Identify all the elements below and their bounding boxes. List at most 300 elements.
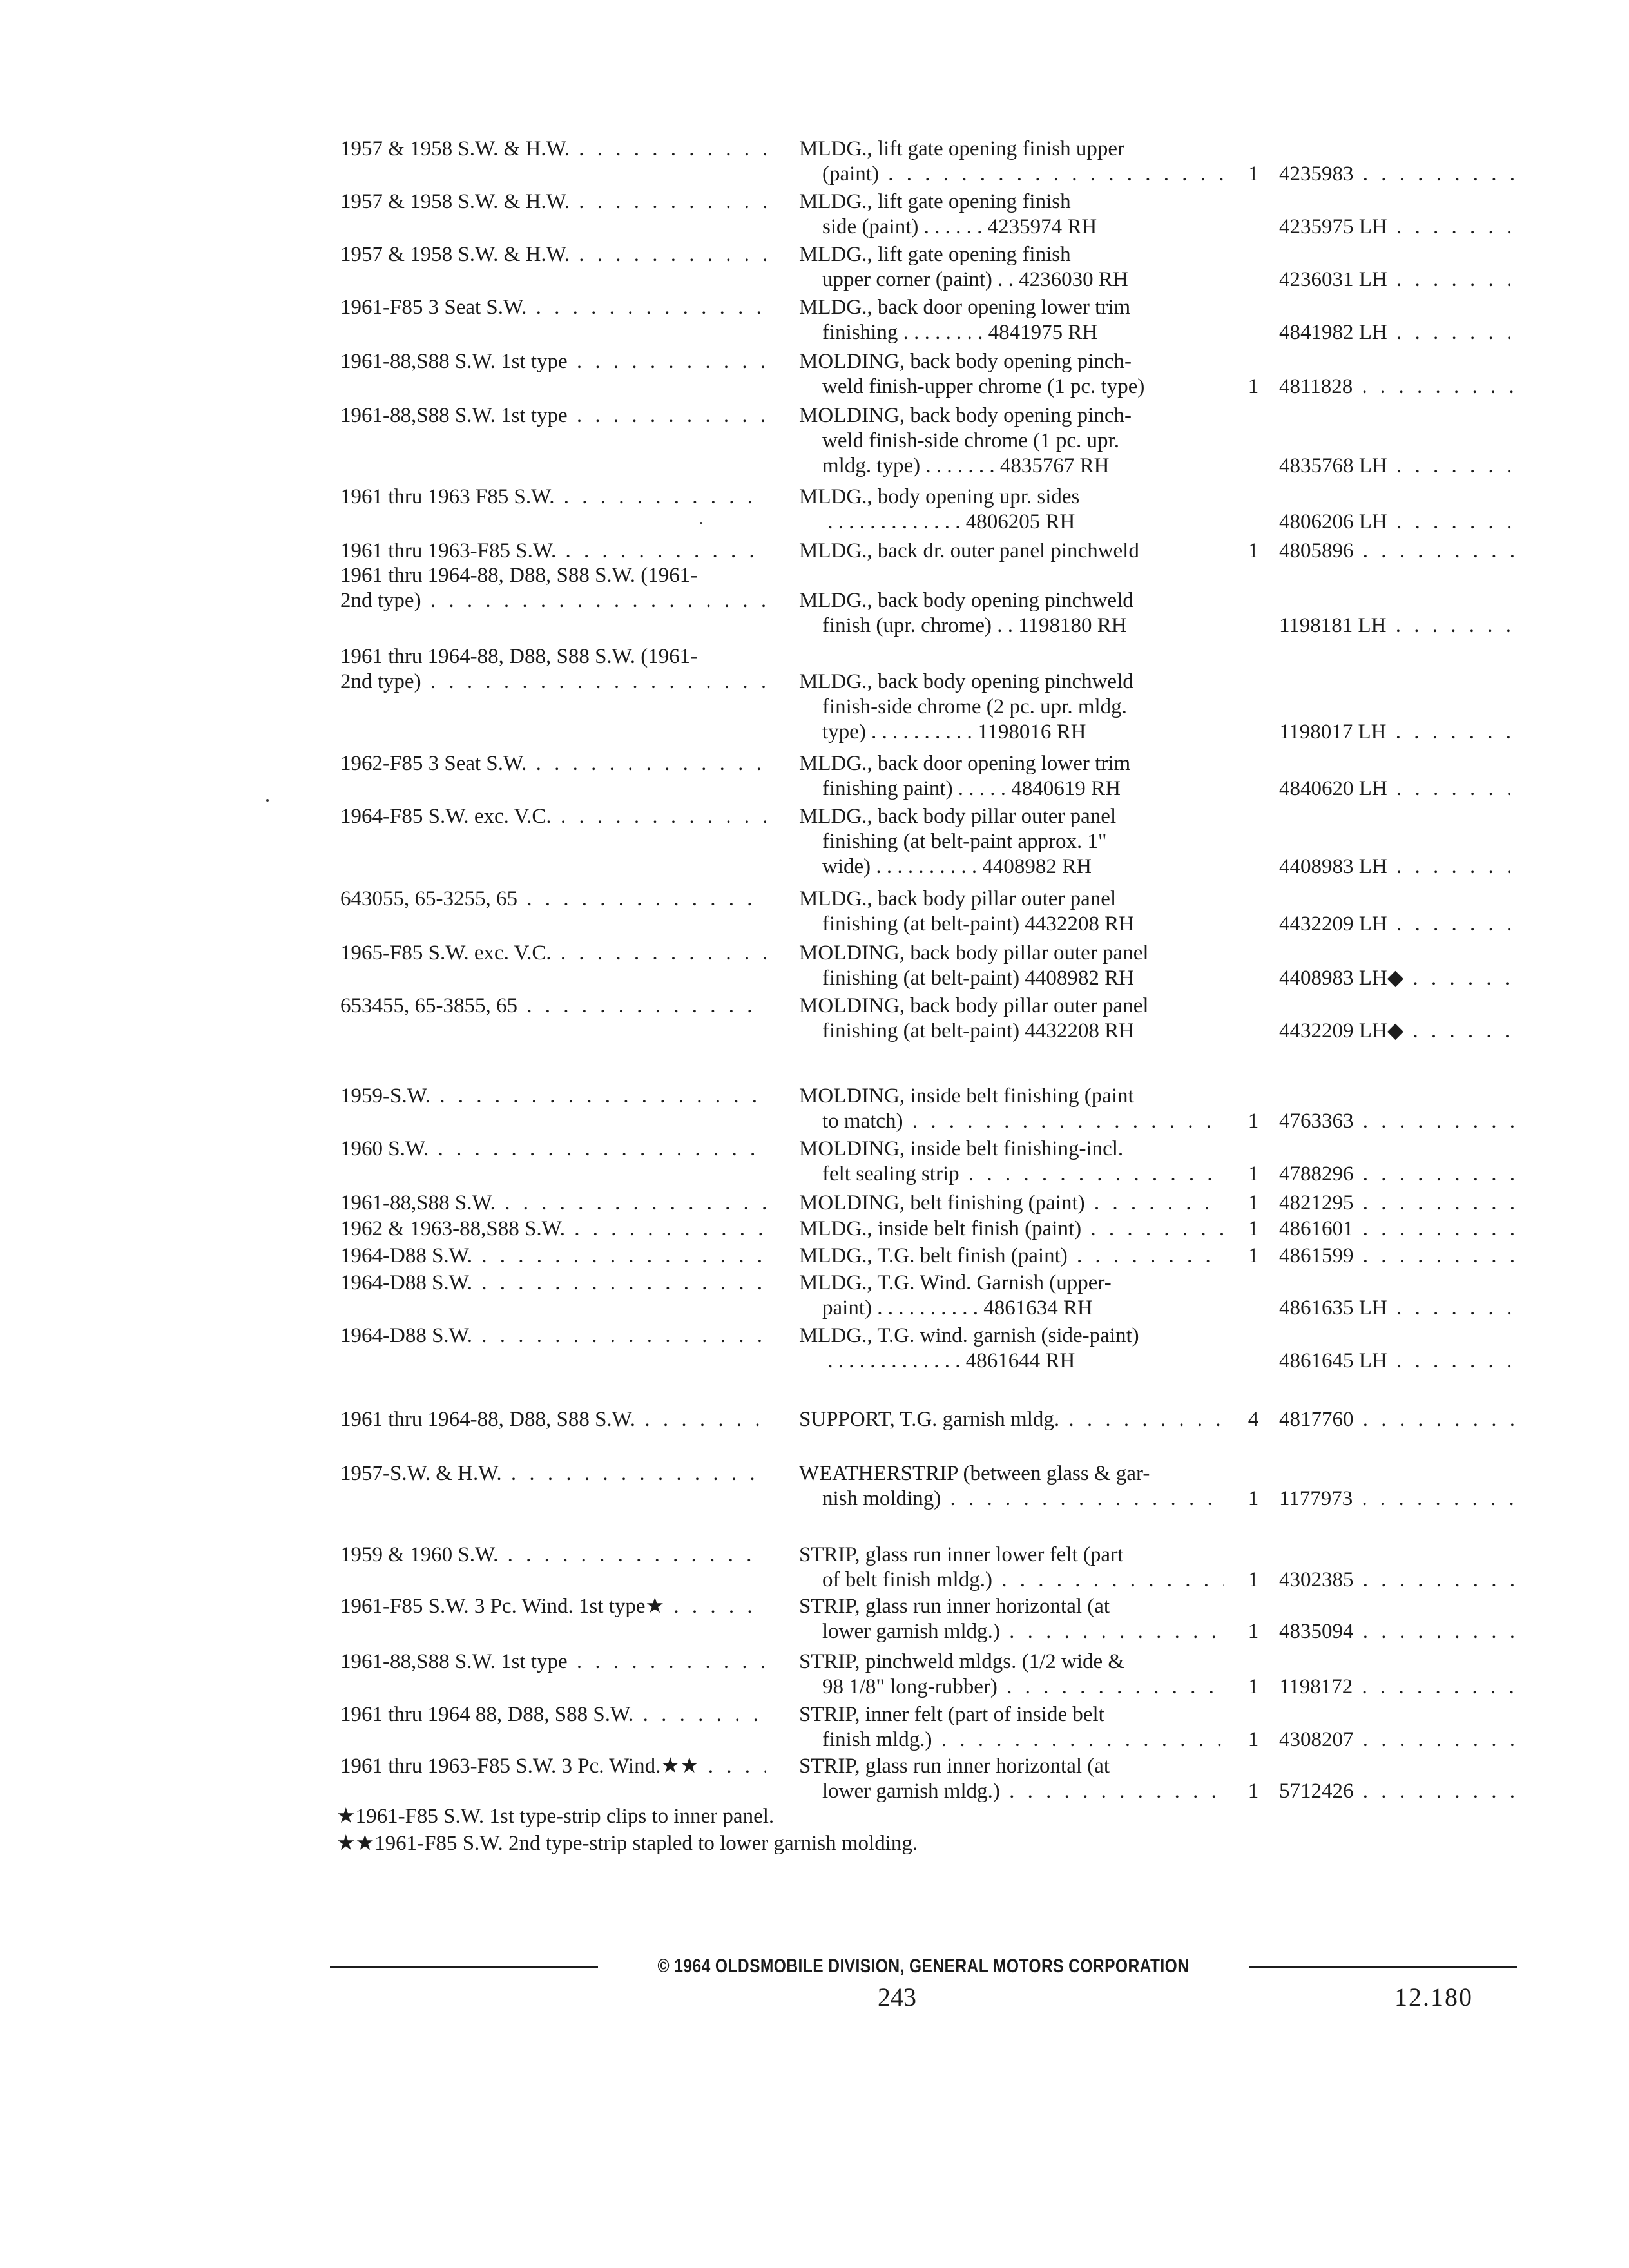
description-text: finish mldg.) (822, 1728, 932, 1751)
quantity-cell: 1 (1248, 1110, 1259, 1133)
dot-leader (941, 1486, 1224, 1512)
application-text: 1961-F85 3 Seat S.W. (340, 296, 527, 319)
application-text: 1964-D88 S.W. (340, 1244, 473, 1267)
dot-leader (1354, 1407, 1525, 1432)
description-text: lower garnish mldg.) (822, 1780, 1000, 1803)
part-number: 4821295 (1279, 1191, 1354, 1215)
application-cell (340, 137, 766, 162)
dot-leader (554, 485, 766, 510)
dot-leader (421, 669, 766, 695)
application-line (340, 563, 766, 588)
part-number-cell (1279, 1349, 1524, 1374)
description-line (799, 644, 1224, 669)
description-line (799, 1675, 1224, 1700)
description-text: finishing (at belt-paint approx. 1" (822, 830, 1107, 853)
section-number: 12.180 (1394, 1983, 1473, 2012)
description-line (799, 994, 1224, 1019)
part-number-cell (1279, 510, 1524, 535)
dot-leader (1354, 1162, 1525, 1187)
copyright-notice: © 1964 OLDSMOBILE DIVISION, GENERAL MOTORS CORPORATION (657, 1956, 1190, 1977)
dot-leader (556, 539, 766, 564)
part-number: 1177973 (1279, 1487, 1353, 1510)
quantity-cell: 1 (1248, 1675, 1259, 1698)
application-line (340, 1271, 766, 1296)
description-cell (799, 804, 1224, 879)
description-text: paint) . . . . . . . . . . 4861634 RH (822, 1296, 1093, 1320)
application-cell (340, 751, 766, 776)
description-text: MLDG., back body opening pinchweld (799, 589, 1133, 612)
application-line (340, 994, 766, 1019)
description-cell (799, 1649, 1224, 1700)
description-line (799, 588, 1224, 613)
application-text: 1957 & 1958 S.W. & H.W. (340, 137, 570, 160)
dot-leader (517, 887, 766, 912)
description-cell (799, 137, 1224, 187)
page-footer (330, 1952, 1517, 1981)
part-number-cell (1279, 1407, 1524, 1432)
part-number: 1198181 LH (1279, 614, 1387, 637)
description-line (799, 1162, 1224, 1187)
description-cell (799, 1244, 1224, 1269)
description-line (799, 539, 1224, 564)
dot-leader (932, 1727, 1225, 1753)
dot-leader (1354, 539, 1525, 564)
application-text: 1961 thru 1963 F85 S.W. (340, 485, 555, 508)
description-text: STRIP, glass run inner horizontal (at (799, 1595, 1110, 1618)
part-number: 4432209 LH (1279, 912, 1387, 936)
part-number: 4408983 LH◆ (1279, 966, 1404, 990)
part-number: 4861601 (1279, 1217, 1354, 1240)
application-line (340, 403, 766, 428)
description-line (799, 563, 1224, 588)
dot-leader (1387, 854, 1524, 879)
part-number-cell (1279, 1109, 1524, 1134)
part-number: 4408983 LH (1279, 855, 1387, 878)
description-text: MLDG., back dr. outer panel pinchweld (799, 539, 1139, 562)
description-line (799, 1649, 1224, 1675)
description-cell (799, 349, 1224, 399)
description-line (799, 1084, 1224, 1109)
description-line (799, 1271, 1224, 1296)
dot-leader (1081, 1216, 1224, 1242)
dot-leader (421, 588, 766, 613)
application-cell (340, 994, 766, 1019)
description-cell (799, 1594, 1224, 1644)
dot-leader (1000, 1619, 1224, 1644)
dot-leader (570, 242, 766, 267)
application-line (340, 242, 766, 267)
dot-leader (1000, 1779, 1224, 1804)
application-line (340, 137, 766, 162)
description-cell (799, 994, 1224, 1044)
dot-leader (1387, 776, 1524, 802)
dot-leader (570, 189, 766, 215)
description-line (799, 510, 1224, 535)
dot-leader (496, 1191, 766, 1216)
footer-rule-left (330, 1966, 598, 1968)
description-text: MLDG., back door opening lower trim (799, 296, 1131, 319)
application-text: 2nd type) (340, 670, 421, 693)
description-text: MOLDING, back body opening pinch- (799, 404, 1132, 427)
dot-leader (879, 162, 1224, 187)
description-line (799, 1137, 1224, 1162)
dot-leader (1387, 720, 1524, 745)
application-text: 1959 & 1960 S.W. (340, 1543, 499, 1566)
application-cell (340, 189, 766, 215)
application-text: 1961 thru 1964 88, D88, S88 S.W. (340, 1703, 634, 1726)
dot-leader (903, 1109, 1224, 1134)
dot-leader (565, 1216, 766, 1242)
dot-leader (1068, 1244, 1224, 1269)
dot-leader (1387, 613, 1524, 639)
description-cell (799, 1407, 1224, 1432)
dot-leader (472, 1323, 766, 1349)
dot-leader (635, 1407, 766, 1432)
dot-leader (1354, 162, 1525, 187)
description-cell (799, 1084, 1224, 1134)
description-line (799, 720, 1224, 745)
part-number: 4817760 (1279, 1408, 1354, 1431)
part-number: 4763363 (1279, 1110, 1354, 1133)
description-cell (799, 1216, 1224, 1242)
description-text: finishing (at belt-paint) 4432208 RH (822, 1019, 1134, 1043)
part-number-cell (1279, 912, 1524, 937)
description-line (799, 349, 1224, 374)
part-number-cell (1279, 1191, 1524, 1216)
application-text: 1961-88,S88 S.W. 1st type (340, 350, 568, 373)
dot-leader (472, 1271, 766, 1296)
dot-leader (633, 1702, 766, 1727)
description-text: weld finish-upper chrome (1 pc. type) (822, 375, 1145, 398)
description-line (799, 613, 1224, 639)
part-number: 4788296 (1279, 1162, 1354, 1186)
application-cell (340, 804, 766, 829)
description-line (799, 162, 1224, 187)
application-cell (340, 563, 766, 613)
description-cell (799, 1137, 1224, 1187)
part-number: 4235983 (1279, 162, 1354, 186)
part-number-cell (1279, 267, 1524, 293)
application-cell (340, 1542, 766, 1568)
description-text: finish-side chrome (2 pc. upr. mldg. (822, 695, 1127, 718)
part-number: 4235975 LH (1279, 215, 1387, 238)
description-line (799, 1407, 1224, 1432)
quantity-cell: 1 (1248, 1162, 1259, 1186)
application-text: 1961 thru 1964-88, D88, S88 S.W. (1961- (340, 564, 698, 587)
dot-leader (552, 804, 766, 829)
part-number-cell (1279, 539, 1524, 564)
description-cell (799, 1461, 1224, 1512)
description-text: MLDG., body opening upr. sides (799, 485, 1080, 508)
quantity-cell: 4 (1248, 1408, 1259, 1431)
description-text: MLDG., T.G. Wind. Garnish (upper- (799, 1271, 1112, 1294)
description-cell (799, 1271, 1224, 1321)
part-number-cell (1279, 854, 1524, 879)
dot-leader (1387, 267, 1524, 293)
description-text: STRIP, pinchweld mldgs. (1/2 wide & (799, 1650, 1125, 1673)
description-text: MOLDING, back body pillar outer panel (799, 994, 1149, 1017)
description-line (799, 215, 1224, 240)
description-line (799, 454, 1224, 479)
application-line (340, 941, 766, 966)
dot-leader (1354, 1568, 1525, 1593)
part-number-cell (1279, 776, 1524, 802)
part-number-cell (1279, 1486, 1524, 1512)
application-line (340, 485, 766, 510)
description-line (799, 137, 1224, 162)
part-number: 4841982 LH (1279, 321, 1387, 344)
description-text: finishing paint) . . . . . 4840619 RH (822, 777, 1121, 800)
application-text: 1962-F85 3 Seat S.W. (340, 752, 527, 775)
description-line (799, 804, 1224, 829)
description-cell (799, 563, 1224, 639)
footnote: ★1961-F85 S.W. 1st type-strip clips to inner panel. (336, 1805, 775, 1828)
part-number-cell (1279, 1162, 1524, 1187)
application-line (340, 1649, 766, 1675)
dot-leader (570, 137, 766, 162)
application-cell (340, 1271, 766, 1296)
part-number-cell (1279, 966, 1524, 991)
description-cell (799, 539, 1224, 564)
description-line (799, 941, 1224, 966)
application-cell (340, 1461, 766, 1486)
part-number-cell (1279, 320, 1524, 345)
application-cell (340, 1649, 766, 1675)
dot-leader (1354, 1779, 1525, 1804)
description-text: . . . . . . . . . . . . . 4861644 RH (822, 1349, 1075, 1372)
application-text: 1957 & 1958 S.W. & H.W. (340, 190, 570, 213)
description-line (799, 1244, 1224, 1269)
part-number: 4805896 (1279, 539, 1354, 562)
description-text: WEATHERSTRIP (between glass & gar- (799, 1462, 1150, 1485)
application-text: 1964-D88 S.W. (340, 1324, 473, 1347)
description-text: MLDG., inside belt finish (paint) (799, 1217, 1082, 1240)
description-text: finish (upr. chrome) . . 1198180 RH (822, 614, 1127, 637)
dot-leader (526, 295, 766, 320)
quantity-cell: 1 (1248, 1620, 1259, 1643)
description-text: MLDG., back door opening lower trim (799, 752, 1131, 775)
dot-leader (1387, 1349, 1524, 1374)
description-line (799, 485, 1224, 510)
application-cell (340, 403, 766, 428)
application-cell (340, 941, 766, 966)
description-line (799, 1486, 1224, 1512)
description-text: mldg. type) . . . . . . . 4835767 RH (822, 454, 1110, 477)
description-text: lower garnish mldg.) (822, 1620, 1000, 1643)
description-cell (799, 1542, 1224, 1593)
application-line (340, 189, 766, 215)
description-text: 98 1/8" long-rubber) (822, 1675, 998, 1698)
dot-leader (959, 1162, 1224, 1187)
description-line (799, 1019, 1224, 1044)
dot-leader (1059, 1407, 1224, 1432)
application-text: 2nd type) (340, 589, 421, 612)
application-line (340, 804, 766, 829)
dot-leader (1353, 374, 1524, 399)
dot-leader (1354, 1191, 1525, 1216)
quantity-cell: 1 (1248, 1487, 1259, 1510)
part-number: 4236031 LH (1279, 268, 1387, 291)
application-cell (340, 1702, 766, 1727)
description-text: STRIP, glass run inner horizontal (at (799, 1754, 1110, 1778)
dot-leader (1387, 1296, 1524, 1321)
application-line (340, 1754, 766, 1779)
application-line (340, 1216, 766, 1242)
dot-leader (1387, 510, 1524, 535)
application-text: 1961-88,S88 S.W. 1st type (340, 1650, 568, 1673)
description-line (799, 1109, 1224, 1134)
description-cell (799, 751, 1224, 802)
description-line (799, 829, 1224, 854)
description-line (799, 295, 1224, 320)
part-number-cell (1279, 1727, 1524, 1753)
description-text: . . . . . . . . . . . . . 4806205 RH (822, 510, 1075, 533)
dot-leader (1354, 1727, 1525, 1753)
application-cell (340, 644, 766, 695)
description-text: MLDG., lift gate opening finish upper (799, 137, 1124, 160)
part-number: 4835768 LH (1279, 454, 1387, 477)
part-number-cell (1279, 1619, 1524, 1644)
part-number: 4432209 LH◆ (1279, 1019, 1404, 1043)
part-number-cell (1279, 1019, 1524, 1044)
quantity-cell: 1 (1248, 1244, 1259, 1267)
dot-leader (1403, 966, 1524, 991)
description-text: wide) . . . . . . . . . . 4408982 RH (822, 855, 1092, 878)
description-line (799, 854, 1224, 879)
application-line (340, 1084, 766, 1109)
part-number: 4835094 (1279, 1620, 1354, 1643)
dot-leader (1353, 1675, 1524, 1700)
footer-rule-right (1249, 1966, 1517, 1968)
description-line (799, 1754, 1224, 1779)
description-text: STRIP, glass run inner lower felt (part (799, 1543, 1124, 1566)
part-number-cell (1279, 215, 1524, 240)
application-line (340, 1323, 766, 1349)
dot-leader (1354, 1619, 1525, 1644)
application-cell (340, 1084, 766, 1109)
dot-leader (699, 1754, 766, 1779)
description-cell (799, 485, 1224, 535)
description-line (799, 912, 1224, 937)
description-cell (799, 1754, 1224, 1804)
description-line (799, 1594, 1224, 1619)
quantity-cell: 1 (1248, 1728, 1259, 1751)
part-number: 4811828 (1279, 375, 1353, 398)
part-number: 1198017 LH (1279, 720, 1387, 744)
part-number-cell (1279, 374, 1524, 399)
application-text: 1964-D88 S.W. (340, 1271, 473, 1294)
dot-leader (664, 1594, 766, 1619)
page-number: 243 (878, 1983, 916, 2012)
dot-leader (1387, 454, 1524, 479)
description-text: of belt finish mldg.) (822, 1568, 992, 1591)
description-cell (799, 887, 1224, 937)
application-cell (340, 539, 766, 564)
part-number-cell (1279, 1216, 1524, 1242)
description-cell (799, 403, 1224, 479)
description-cell (799, 1191, 1224, 1216)
part-number: 1198172 (1279, 1675, 1353, 1698)
part-number-cell (1279, 454, 1524, 479)
application-text: 1957-S.W. & H.W. (340, 1462, 502, 1485)
dot-leader (998, 1675, 1224, 1700)
description-text: SUPPORT, T.G. garnish mldg. (799, 1408, 1060, 1431)
dot-leader (502, 1461, 766, 1486)
application-text: 1964-F85 S.W. exc. V.C. (340, 805, 552, 828)
dot-leader (1354, 1244, 1525, 1269)
dot-leader (430, 1084, 766, 1109)
part-number-cell (1279, 1296, 1524, 1321)
description-line (799, 1542, 1224, 1568)
part-number-cell (1279, 1779, 1524, 1804)
description-text: MOLDING, belt finishing (paint) (799, 1191, 1085, 1215)
application-line (340, 1191, 766, 1216)
application-cell (340, 1191, 766, 1216)
description-text: MLDG., lift gate opening finish (799, 243, 1071, 266)
description-cell (799, 1323, 1224, 1374)
description-line (799, 374, 1224, 399)
description-line (799, 1323, 1224, 1349)
part-number: 4861599 (1279, 1244, 1354, 1267)
application-line (340, 1594, 766, 1619)
description-text: STRIP, inner felt (part of inside belt (799, 1703, 1104, 1726)
description-line (799, 242, 1224, 267)
description-line (799, 320, 1224, 345)
description-line (799, 1702, 1224, 1727)
description-text: finishing (at belt-paint) 4408982 RH (822, 966, 1134, 990)
part-number-cell (1279, 720, 1524, 745)
application-cell (340, 887, 766, 912)
application-line (340, 887, 766, 912)
description-line (799, 403, 1224, 428)
quantity-cell: 1 (1248, 1780, 1259, 1803)
application-text: 1959-S.W. (340, 1084, 430, 1108)
description-text: MOLDING, back body opening pinch- (799, 350, 1132, 373)
application-line (340, 1461, 766, 1486)
description-text: MLDG., T.G. belt finish (paint) (799, 1244, 1068, 1267)
dot-leader (568, 403, 766, 428)
description-text: MLDG., lift gate opening finish (799, 190, 1071, 213)
quantity-cell: 1 (1248, 375, 1259, 398)
description-line (799, 751, 1224, 776)
description-line (799, 1216, 1224, 1242)
description-text: MLDG., back body pillar outer panel (799, 887, 1117, 910)
application-line (340, 539, 766, 564)
dot-leader (1354, 1216, 1525, 1242)
application-line (340, 1542, 766, 1568)
application-cell (340, 295, 766, 320)
dot-leader (526, 751, 766, 776)
description-text: side (paint) . . . . . . 4235974 RH (822, 215, 1097, 238)
dot-leader (568, 1649, 766, 1675)
dot-leader (568, 349, 766, 374)
description-text: MOLDING, inside belt finishing (paint (799, 1084, 1134, 1108)
application-line (340, 644, 766, 669)
description-line (799, 1619, 1224, 1644)
application-cell (340, 1244, 766, 1269)
part-number: 4840620 LH (1279, 777, 1387, 800)
application-cell (340, 1754, 766, 1779)
dot-leader (1387, 215, 1524, 240)
part-number-cell (1279, 613, 1524, 639)
dot-leader (498, 1542, 766, 1568)
dot-leader (1085, 1191, 1224, 1216)
description-line (799, 1779, 1224, 1804)
description-text: type) . . . . . . . . . . 1198016 RH (822, 720, 1086, 744)
description-line (799, 695, 1224, 720)
application-text: 1960 S.W. (340, 1137, 429, 1160)
application-text: 1961-F85 S.W. 3 Pc. Wind. 1st type★ (340, 1595, 665, 1618)
